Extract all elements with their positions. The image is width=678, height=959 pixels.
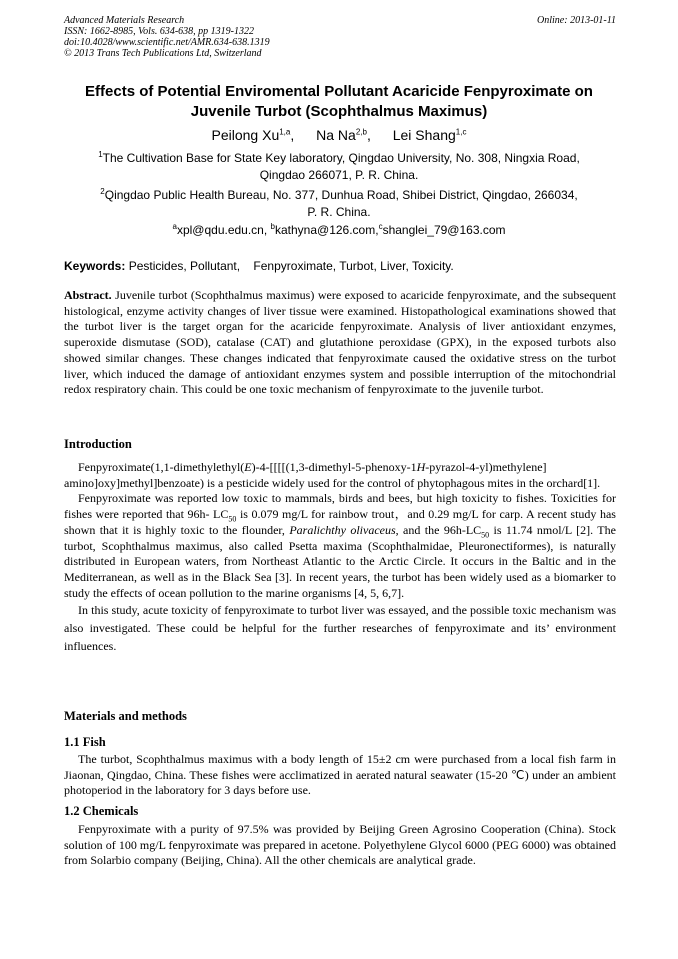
section-heading-introduction: Introduction (64, 437, 132, 451)
author-emails: $^a$xpl@qdu.edu.cn, $^b$kathyna@126.com,$^c$shanglei_79@163.com (172, 222, 506, 237)
copyright-line: © 2013 Trans Tech Publications Ltd, Switzerland (64, 48, 262, 59)
chemicals-paragraph: Fenpyroximate with a purity of 97.5% was provided by Beijing Green Agrosino Cooperation (China). Stock solution of 100 mg/L fenpyroximate was prepared in acetone. Polyethylene Glycol 6000 (PEG 6000) was obtained from Solarbio company (Beijing, China). All the other chemicals are analytical grade. (64, 822, 616, 868)
fish-paragraph: The turbot, Scophthalmus maximus with a body length of 15±2 cm were purchased from a local fish farm in Jiaonan, Qingdao, China. These fishes were acclimatized in aerated natural seawater (15-20 ℃) under an ambient photoperiod in the laboratory for 3 days before use. (64, 752, 616, 798)
title-line-2: Juvenile Turbot (Scophthalmus Maximus) (190, 103, 488, 120)
online-date: Online: 2013-01-11 (537, 15, 616, 26)
subsection-heading-chemicals: 1.2 Chemicals (64, 804, 139, 818)
email-b[interactable]: kathyna@126.com, (274, 223, 379, 237)
email-a[interactable]: xpl@qdu.edu.cn, (176, 223, 271, 237)
section-heading-methods: Materials and methods (64, 709, 187, 723)
author-list (40, 126, 638, 144)
intro-paragraph-2: Fenpyroximate was reported low toxic to mammals, birds and bees, but high toxicity to fishes. Toxicities for fishes were reported that 96h- $LC_{50}$ is 0.079 mg/L for rainbow trout，and 0.29 mg/L for carp. A recent study has shown that it is highly toxic to the flounder, Paralichthy olivaceus, and the $96h-LC_{50}$ is 11.74 nmol/L [2]. The turbot, Scophthalmus maximus, also called Psetta maxima (Scophthalmidae, Pleuronectiformes), is naturally distributed in European waters, from Northeast Atlantic to the Arctic Circle. It occurs in the Baltic and in the Mediterranean, as well as in the Black Sea [3]. In recent years, the turbot has been widely used as a biomarker to study the effects of ocean pollution to the marine organisms [4, 5, 6,7]. (64, 491, 616, 600)
introduction-body (64, 460, 616, 655)
keywords: Keywords: Pesticides, Pollutant, Fenpyroximate, Turbot, Liver, Toxicity. (64, 259, 454, 273)
author-3: Lei Shang$^{1,c}$ (392, 127, 467, 143)
paper-title (40, 82, 638, 122)
title-line-1: Effects of Potential Enviromental Pollutant Acaricide Fenpyroximate on (85, 83, 593, 100)
intro-paragraph-3: In this study, acute toxicity of fenpyroximate to turbot liver was essayed, and the possible toxic mechanism was also investigated. These could be helpful for the further researches of fenpyroximate and its’ environment influences. (64, 603, 616, 654)
subsection-heading-fish: 1.1 Fish (64, 735, 106, 749)
author-1: Peilong Xu$^{1,a}$, (211, 127, 295, 143)
abstract: Abstract. Juvenile turbot (Scophthalmus maximus) were exposed to acaricide fenpyroximate, and the subsequent histological, enzyme activity changes of liver tissue were examined. Histopathological examinations showed that the turbot liver is the target organ for the acaricide fenpyroximate. Analysis of liver antioxidant enzymes, superoxide dismutase (SOD), catalase (CAT) and glutathione peroxidase (GPX), in the exposed turbots also showed similar changes. These changes indicated that fenpyroximate caused the oxidative stress on the turbot liver, which induced the damage of antioxidant enzymes system and possible interruption of the mitochondrial redox respiratory chain. This could be one toxic mechanism of fenpyroximate to the juvenile turbot. (64, 288, 616, 397)
affiliation-1: $^1$The Cultivation Base for State Key laboratory, Qingdao University, No. 308, Ningxia Road, Qingdao 266071, P. R. China. (98, 150, 580, 182)
email-c[interactable]: shanglei_79@163.com (382, 223, 506, 237)
intro-paragraph-1: Fenpyroximate(1,1-dimethylethyl(E)-4-[[[[(1,3-dimethyl-5-phenoxy-1H-pyrazol-4-yl)methylene] amino]oxy]methyl]benzoate) is a pesticide widely used for the control of phytophagous mites in the orchard[1]. (64, 460, 601, 490)
affiliation-2: $^2$Qingdao Public Health Bureau, No. 377, Dunhua Road, Shibei District, Qingdao, 266034, P. R. China. (100, 187, 578, 219)
issn-line: ISSN: 1662-8985, Vols. 634-638, pp 1319-1322 (64, 26, 254, 37)
author-2: Na Na$^{2,b}$, (316, 127, 371, 143)
journal-header (64, 15, 616, 59)
journal-name: Advanced Materials Research (64, 15, 185, 26)
doi-line: doi:10.4028/www.scientific.net/AMR.634-638.1319 (64, 37, 270, 48)
